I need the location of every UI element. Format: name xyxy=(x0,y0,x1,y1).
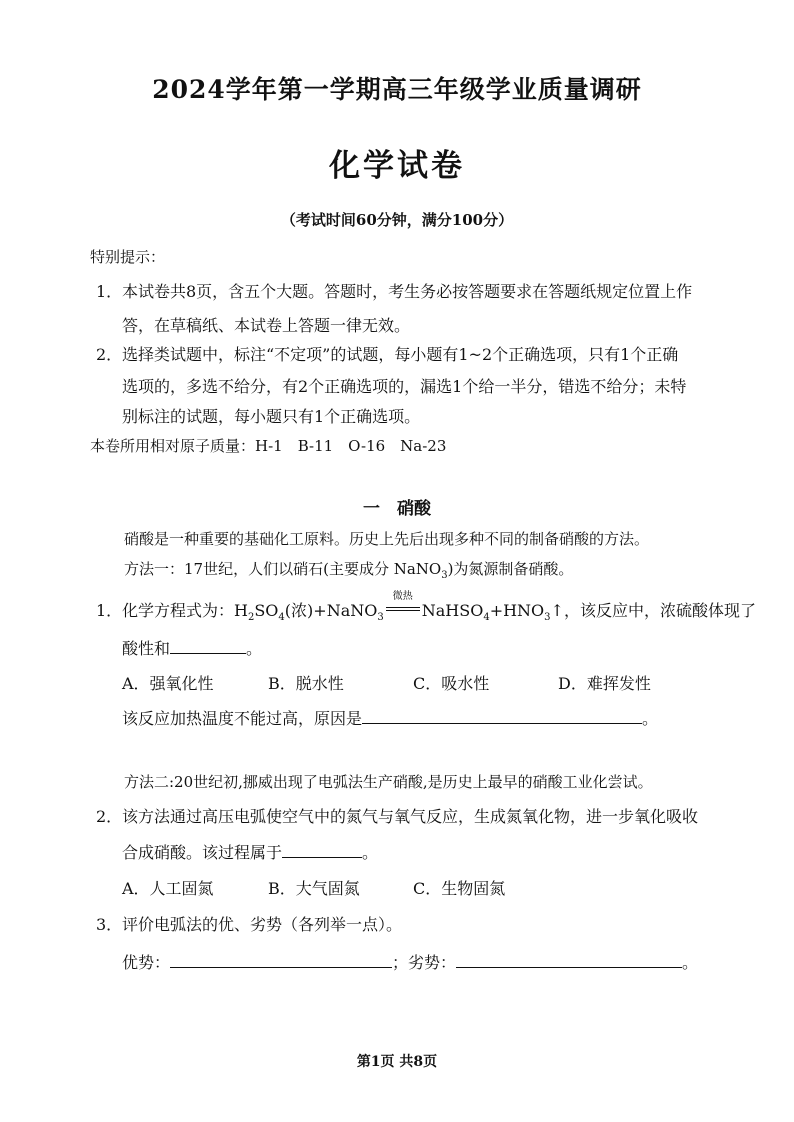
answer-blank-advantage[interactable] xyxy=(170,951,392,968)
q1-option-a[interactable]: A．强氧化性 xyxy=(122,674,214,693)
note-2-number: 2． xyxy=(96,345,123,364)
q2-option-b[interactable]: B．大气固氮 xyxy=(268,879,360,898)
question-1-followup-end: 。 xyxy=(642,709,659,728)
answer-blank-q1[interactable] xyxy=(170,637,246,654)
question-1-line-2-text: 酸性和 xyxy=(122,639,171,658)
question-1-equation-line xyxy=(122,591,756,624)
method-2-text: 方法二:20世纪初,挪威出现了电弧法生产硝酸,是历史上最早的硝酸工业化尝试。 xyxy=(124,773,653,791)
disadvantage-label: ；劣势： xyxy=(392,953,457,972)
chemical-equation: $H_2SO_4$(浓)+NaNO$_3$ 微热 $NaHSO_4+HNO_3↑$ xyxy=(234,591,564,624)
section-intro: 硝酸是一种重要的基础化工原料。历史上先后出现多种不同的制备硝酸的方法。 xyxy=(124,530,650,548)
exam-info: （考试时间60分钟，满分100分） xyxy=(280,211,514,229)
q1-option-d[interactable]: D．难挥发性 xyxy=(558,674,651,693)
note-2-line-1: 选择类试题中，标注“不定项”的试题，每小题有1~2个正确选项，只有1个正确 xyxy=(122,345,679,364)
question-2-line-2 xyxy=(122,840,378,863)
q2-option-a[interactable]: A．人工固氮 xyxy=(122,879,214,898)
q2-option-c[interactable]: C．生物固氮 xyxy=(413,879,506,898)
question-1-followup-text: 该反应加热温度不能过高，原因是 xyxy=(122,709,363,728)
reaction-condition: 微热 xyxy=(392,591,413,602)
note-2-line-2: 选项的，多选不给分，有2个正确选项的，漏选1个给一半分，错选不给分；未特 xyxy=(122,377,687,396)
answer-blank-disadvantage[interactable] xyxy=(456,951,682,968)
advantage-label: 优势： xyxy=(122,953,171,972)
question-3-answer-line xyxy=(122,950,698,973)
answer-blank-q2[interactable] xyxy=(282,841,362,858)
page-title: 2024学年第一学期高三年级学业质量调研 xyxy=(152,75,642,104)
question-1-end: 。 xyxy=(246,639,263,658)
page-footer: 第1页 共8页 xyxy=(356,1054,438,1070)
atomic-mass-note: 本卷所用相对原子质量：H-1 B-11 O-16 Na-23 xyxy=(90,437,447,455)
q1-option-b[interactable]: B．脱水性 xyxy=(268,674,344,693)
method-1-text xyxy=(124,558,573,581)
notes-heading: 特别提示： xyxy=(90,248,166,266)
question-2-line-2-text: 合成硝酸。该过程属于 xyxy=(122,843,283,862)
question-1-suffix: ，该反应中，浓硫酸体现了 xyxy=(563,601,756,620)
q1-option-c[interactable]: C．吸水性 xyxy=(413,674,490,693)
method-1-text-b: )为氮源制备硝酸。 xyxy=(447,560,574,578)
method-1-text-a: 方法一：17世纪，人们以硝石(主要成分 NaNO xyxy=(124,560,442,578)
question-2-line-1: 该方法通过高压电弧使空气中的氮气与氧气反应，生成氮氧化物，进一步氧化吸收 xyxy=(122,807,699,826)
section-heading: 一 硝酸 xyxy=(363,499,431,519)
method-1-subscript: 3 xyxy=(441,570,448,581)
question-2-number: 2． xyxy=(96,807,123,826)
reaction-arrow xyxy=(384,591,422,616)
question-3-end: 。 xyxy=(682,953,699,972)
note-1-line-1: 本试卷共8页，含五个大题。答题时，考生务必按答题要求在答题纸规定位置上作 xyxy=(122,282,693,301)
question-1-number: 1． xyxy=(96,601,123,620)
note-2-line-3: 别标注的试题，每小题只有1个正确选项。 xyxy=(122,407,421,426)
note-1-number: 1． xyxy=(96,282,123,301)
answer-blank-q1-reason[interactable] xyxy=(362,707,642,724)
question-1-line-2 xyxy=(122,636,262,659)
question-1-prefix: 化学方程式为： xyxy=(122,601,235,620)
subject-title: 化学试卷 xyxy=(329,148,465,184)
question-1-followup xyxy=(122,706,658,729)
question-2-end: 。 xyxy=(362,843,379,862)
note-1-line-2: 答，在草稿纸、本试卷上答题一律无效。 xyxy=(122,316,411,335)
question-3-number: 3． xyxy=(96,915,123,934)
question-3-text: 评价电弧法的优、劣势（各列举一点）。 xyxy=(122,915,403,934)
